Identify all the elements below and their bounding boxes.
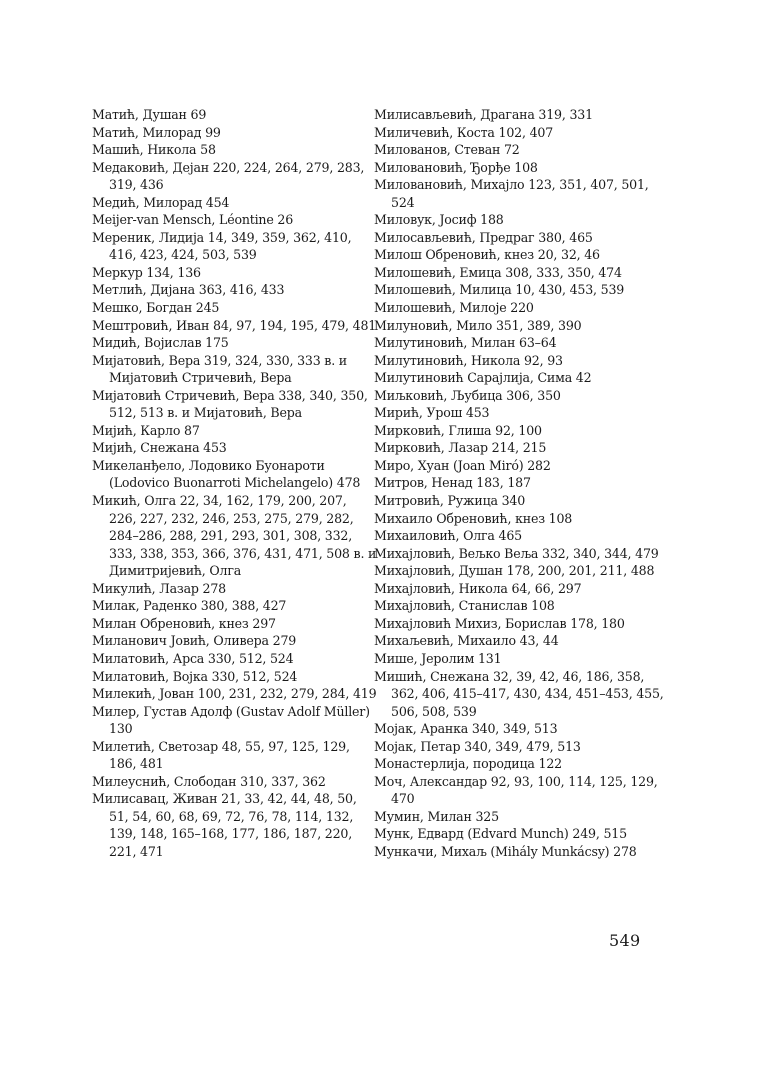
index-entry: Медић, Милорад 454 xyxy=(92,194,230,210)
index-entry: Милутиновић, Никола 92, 93 xyxy=(374,352,563,368)
index-entry: Матић, Милорад 99 xyxy=(92,124,221,140)
index-entry: Митров, Ненад 183, 187 xyxy=(374,475,531,491)
index-entry: Монастерлија, породица 122 xyxy=(374,756,562,772)
index-entry: Михајловић Михиз, Борислав 178, 180 xyxy=(374,615,625,631)
index-entry: Микеланђело, Лодовико Буонароти (Lodovico Buonarroti Michelangelo) 478 xyxy=(92,457,361,491)
index-entry: Михајловић, Вељко Веља 332, 340, 344, 479 xyxy=(374,545,659,561)
index-entry: Милутиновић, Милан 63–64 xyxy=(374,335,557,351)
index-entry: Милошевић, Емица 308, 333, 350, 474 xyxy=(374,264,622,280)
index-entry: Меркур 134, 136 xyxy=(92,264,201,280)
index-entry: Миловановић, Ђорђе 108 xyxy=(374,159,538,175)
index-entry: Милатовић, Арса 330, 512, 524 xyxy=(92,650,294,666)
index-entry: Миличевић, Коста 102, 407 xyxy=(374,124,554,140)
index-entry: Милисавац, Живан 21, 33, 42, 44, 48, 50, 51, 54, 60, 68, 69, 72, 76, 78, 114, 132, 139, 148, 165–168, 177, 186, 187, 220, 221, 471 xyxy=(92,791,357,859)
index-entry: Мирић, Урош 453 xyxy=(374,405,490,421)
index-column-left xyxy=(92,106,377,861)
index-entry: Мише, Јеролим 131 xyxy=(374,650,502,666)
index-entry: Милисављевић, Драгана 319, 331 xyxy=(374,107,593,122)
index-entry: Милекић, Јован 100, 231, 232, 279, 284, 419 xyxy=(92,686,377,702)
index-entry: Михајловић, Станислав 108 xyxy=(374,598,555,614)
index-entry: Михајловић, Никола 64, 66, 297 xyxy=(374,580,582,596)
index-entry: Милер, Густав Адолф (Gustav Adolf Müller) 130 xyxy=(92,703,370,737)
index-entry: Микулић, Лазар 278 xyxy=(92,580,226,596)
index-entry: Мешко, Богдан 245 xyxy=(92,300,220,316)
index-column-right xyxy=(374,106,674,861)
index-entry: Милошевић, Милоје 220 xyxy=(374,300,534,316)
index-entry: Мирковић, Лазар 214, 215 xyxy=(374,440,547,456)
index-entry: Мојак, Аранка 340, 349, 513 xyxy=(374,721,558,737)
index-entry: Милошевић, Милица 10, 430, 453, 539 xyxy=(374,282,625,298)
index-entry: Милованов, Стеван 72 xyxy=(374,142,520,158)
index-entry: Михаљевић, Михаило 43, 44 xyxy=(374,633,559,649)
index-entry: Мојак, Петар 340, 349, 479, 513 xyxy=(374,738,581,754)
index-entry: Михајловић, Душан 178, 200, 201, 211, 488 xyxy=(374,563,655,579)
index-entry: Meijer-van Mensch, Léontine 26 xyxy=(92,212,294,228)
index-entry: Миљковић, Љубица 306, 350 xyxy=(374,387,561,403)
index-entry: Метлић, Дијана 363, 416, 433 xyxy=(92,282,285,298)
index-entry: Милак, Раденко 380, 388, 427 xyxy=(92,598,287,614)
index-entry: Медаковић, Дејан 220, 224, 264, 279, 283, 319, 436 xyxy=(92,159,365,193)
index-entry: Милатовић, Војка 330, 512, 524 xyxy=(92,668,298,684)
index-entry: Милан Обреновић, кнез 297 xyxy=(92,615,276,631)
index-entry: Милосављевић, Предраг 380, 465 xyxy=(374,229,593,245)
index-entry: Миловановић, Михајло 123, 351, 407, 501, 524 xyxy=(374,177,649,210)
index-entry: Миланович Јовић, Оливера 279 xyxy=(92,633,297,649)
index-entry: Мијић, Карло 87 xyxy=(92,422,200,438)
index-entry: Митровић, Ружица 340 xyxy=(374,493,526,509)
index-entry: Мијатовић, Вера 319, 324, 330, 333 в. и Мијатовић Стричевић, Вера xyxy=(92,352,347,386)
index-entry: Машић, Никола 58 xyxy=(92,142,216,158)
index-entry: Мереник, Лидија 14, 349, 359, 362, 410, 416, 423, 424, 503, 539 xyxy=(92,229,352,263)
index-entry: Мишић, Снежана 32, 39, 42, 46, 186, 358, 362, 406, 415–417, 430, 434, 451–453, 455, 506, 508, 539 xyxy=(374,668,664,719)
page-number: 549 xyxy=(609,931,641,950)
index-entry: Мумин, Милан 325 xyxy=(374,808,499,824)
index-entry: Мирковић, Глиша 92, 100 xyxy=(374,422,542,438)
index-entry: Мунк, Едвард (Edvard Munch) 249, 515 xyxy=(374,826,627,842)
index-entry: Моч, Александар 92, 93, 100, 114, 125, 129, 470 xyxy=(374,773,658,807)
index-entry: Михаиловић, Олга 465 xyxy=(374,528,522,544)
index-entry: Мункачи, Михаљ (Mihály Munkácsy) 278 xyxy=(374,843,637,859)
index-entry: Миловук, Јосиф 188 xyxy=(374,212,504,228)
index-entry: Микић, Олга 22, 34, 162, 179, 200, 207, 226, 227, 232, 246, 253, 275, 279, 282, 284–286, 288, 291, 293, 301, 308, 332, 333, 338, 353, 366, 376, 431, 471, 508 в. и Димитријевић, Олга xyxy=(92,493,377,579)
index-entry: Мијић, Снежана 453 xyxy=(92,440,227,456)
index-entry: Милутиновић Сарајлија, Сима 42 xyxy=(374,370,592,386)
index-entry: Михаило Обреновић, кнез 108 xyxy=(374,510,573,526)
index-entry: Мијатовић Стричевић, Вера 338, 340, 350, 512, 513 в. и Мијатовић, Вера xyxy=(92,387,368,421)
index-entry: Мидић, Војислав 175 xyxy=(92,335,229,351)
index-entry: Миро, Хуан (Joan Miró) 282 xyxy=(374,457,551,473)
index-entry: Милеуснић, Слободан 310, 337, 362 xyxy=(92,773,326,789)
index-entry: Мештровић, Иван 84, 97, 194, 195, 479, 481 xyxy=(92,317,377,333)
index-entry: Милетић, Светозар 48, 55, 97, 125, 129, 186, 481 xyxy=(92,738,350,772)
index-entry: Милош Обреновић, кнез 20, 32, 46 xyxy=(374,247,600,263)
index-entry: Матић, Душан 69 xyxy=(92,107,207,122)
index-entry: Милуновић, Мило 351, 389, 390 xyxy=(374,317,582,333)
